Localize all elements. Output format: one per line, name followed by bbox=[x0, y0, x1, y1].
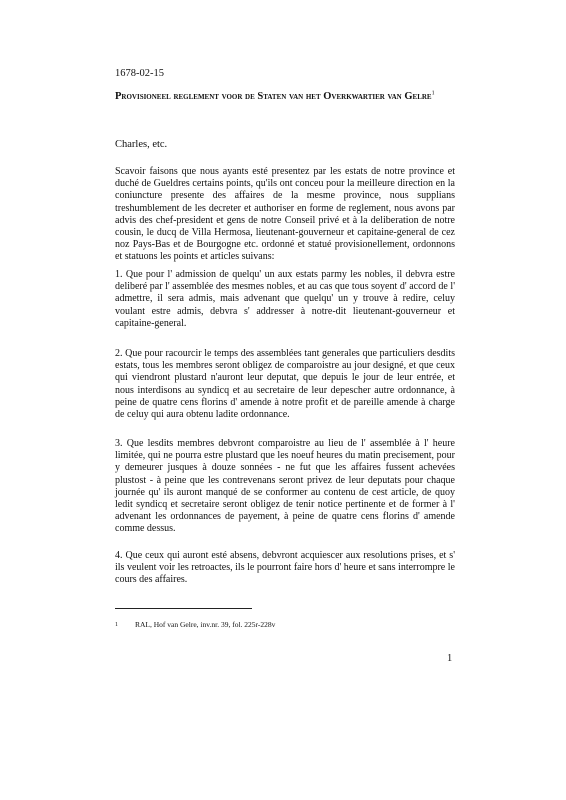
document-title bbox=[115, 90, 455, 104]
document-title-text: Provisioneel reglement voor de Staten van het Overkwartier van Gelre bbox=[115, 91, 432, 102]
footnote-text: RAL, Hof van Gelre, inv.nr. 39, fol. 225r-228v bbox=[135, 620, 276, 629]
article-2-paragraph: 2. Que pour racourcir le temps des assemblées tant generales que particuliers desdits estats, tous les membres seront obligez de comparoistre au jour designé, et que ceux qui viendront plustard n'auront leur deputat, que depuis le jour de leur entrée, et nous interdisons au syndicq et au secretaire de leur depescher autre ordonnance, à peine de quatre cens florins d' amende à notre profit et de pareille amende à charge de celuy qui aura obtenu ladite ordonnance. bbox=[115, 348, 455, 421]
document-date: 1678-02-15 bbox=[115, 68, 164, 79]
title-footnote-reference[interactable]: 1 bbox=[431, 90, 435, 97]
page-number: 1 bbox=[447, 653, 453, 664]
footnote bbox=[115, 620, 455, 630]
article-3-paragraph: 3. Que lesdits membres debvront comparoistre au lieu de l' assemblée à l' heure limitée, qui ne pourra estre plustard que les noeuf heures du matin precisement, pour y demeurer jusques à douze sonnées - ne fut que les affaires fussent achevées plustost - à peine que les contrevenans seront privez de leur deputats pour chaque journée qu' ils auront manqué de se conformer au contenu de cest article, de quoy ledit syndicq et secretaire seront obligez de tenir notice pertinente et de former à l' advenant les ordonnances de payement, à peine de quatre cens florins d' amende comme dessus. bbox=[115, 438, 455, 535]
footnote-separator bbox=[115, 608, 252, 609]
salutation: Charles, etc. bbox=[115, 139, 168, 150]
footnote-mark: 1 bbox=[115, 622, 118, 628]
article-4-paragraph: 4. Que ceux qui auront esté absens, debvront acquiescer aux resolutions prises, et s' ils veulent voir les retroactes, ils le pourront faire hors d' heure et sans interrompre le cours des affaires. bbox=[115, 550, 455, 586]
article-1-paragraph: 1. Que pour l' admission de quelqu' un aux estats parmy les nobles, il debvra estre deliberé par l' assemblée des mesmes nobles, et au cas que tous soyent d' accord de l' admettre, il sera admis, mais advenant que quelqu' un y trouve à redire, celuy voulant estre admis, debvra s' addresser à notre-dit lieutenant-gouverneur et capitaine-general. bbox=[115, 269, 455, 329]
intro-paragraph: Scavoir faisons que nous ayants esté presentez par les estats de notre province et duché de Gueldres certains points, qu'ils ont conceu pour la meilleure direction en la coniuncture presente des affaires de la mesme province, nous supplians treshumblement de les decreter et authoriser en forme de reglement, nous avons par advis des chef-president et gens de notre Conseil privé et à la deliberation de notre cousin, le ducq de Villa Hermosa, lieutenant-gouverneur et capitaine-general de cez noz Pays-Bas et de Bourgogne etc. ordonné et statué provisionellement, ordonnons et statuons les points et articles suivans: bbox=[115, 166, 455, 263]
